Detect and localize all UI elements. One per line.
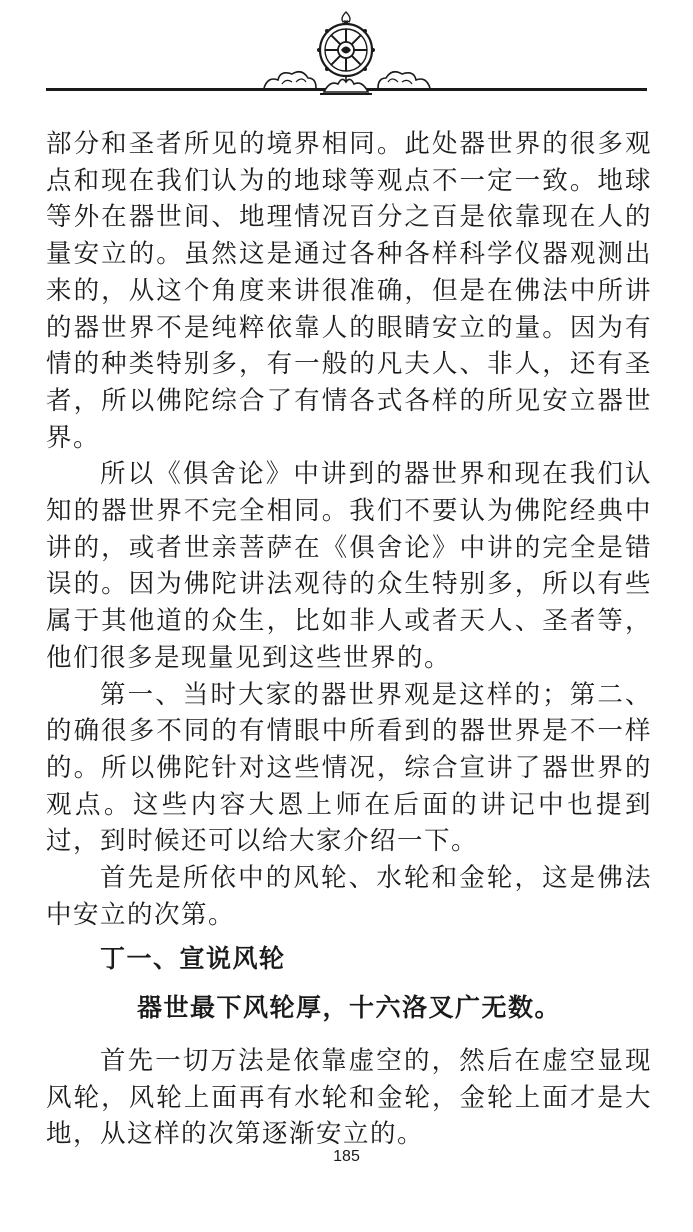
body-text [46, 126, 652, 1153]
section-heading: 丁一、宣说风轮 [100, 944, 286, 974]
verse-line: 器世最下风轮厚，十六洛叉广无数。 [136, 993, 561, 1023]
dharma-wheel-icon [310, 10, 382, 102]
paragraph-2: 所以《俱舍论》中讲到的器世界和现在我们认知的器世界不完全相同。我们不要认为佛陀经典中讲的，或者世亲菩萨在《俱舍论》中讲的完全是错误的。因为佛陀讲法观待的众生特别多，所以有些属于其他道的众生，比如非人或者天人、圣者等，他们很多是现量见到这些世界的。 [46, 459, 652, 673]
page-number: 185 [333, 1148, 360, 1165]
cloud-right-icon [376, 66, 432, 90]
paragraph-3: 第一、当时大家的器世界观是这样的；第二、的确很多不同的有情眼中所看到的器世界是不一样的。所以佛陀针对这些情况，综合宣讲了器世界的观点。这些内容大恩上师在后面的讲记中也提到过，到时候还可以给大家介绍一下。 [46, 679, 652, 857]
closing-paragraph: 首先一切万法是依靠虚空的，然后在虚空显现风轮，风轮上面再有水轮和金轮，金轮上面才是大地，从这样的次第逐渐安立的。 [46, 1045, 652, 1150]
paragraph-1: 部分和圣者所见的境界相同。此处器世界的很多观点和现在我们认为的地球等观点不一定一致。地球等外在器世间、地理情况百分之百是依靠现在人的量安立的。虽然这是通过各种各样科学仪器观测出来的，从这个角度来讲很准确，但是在佛法中所讲的器世界不是纯粹依靠人的眼睛安立的量。因为有情的种类特别多，有一般的凡夫人、非人，还有圣者，所以佛陀综合了有情各式各样的所见安立器世界。 [46, 129, 652, 453]
header-ornament [0, 0, 693, 110]
paragraph-4: 首先是所依中的风轮、水轮和金轮，这是佛法中安立的次第。 [46, 863, 652, 930]
